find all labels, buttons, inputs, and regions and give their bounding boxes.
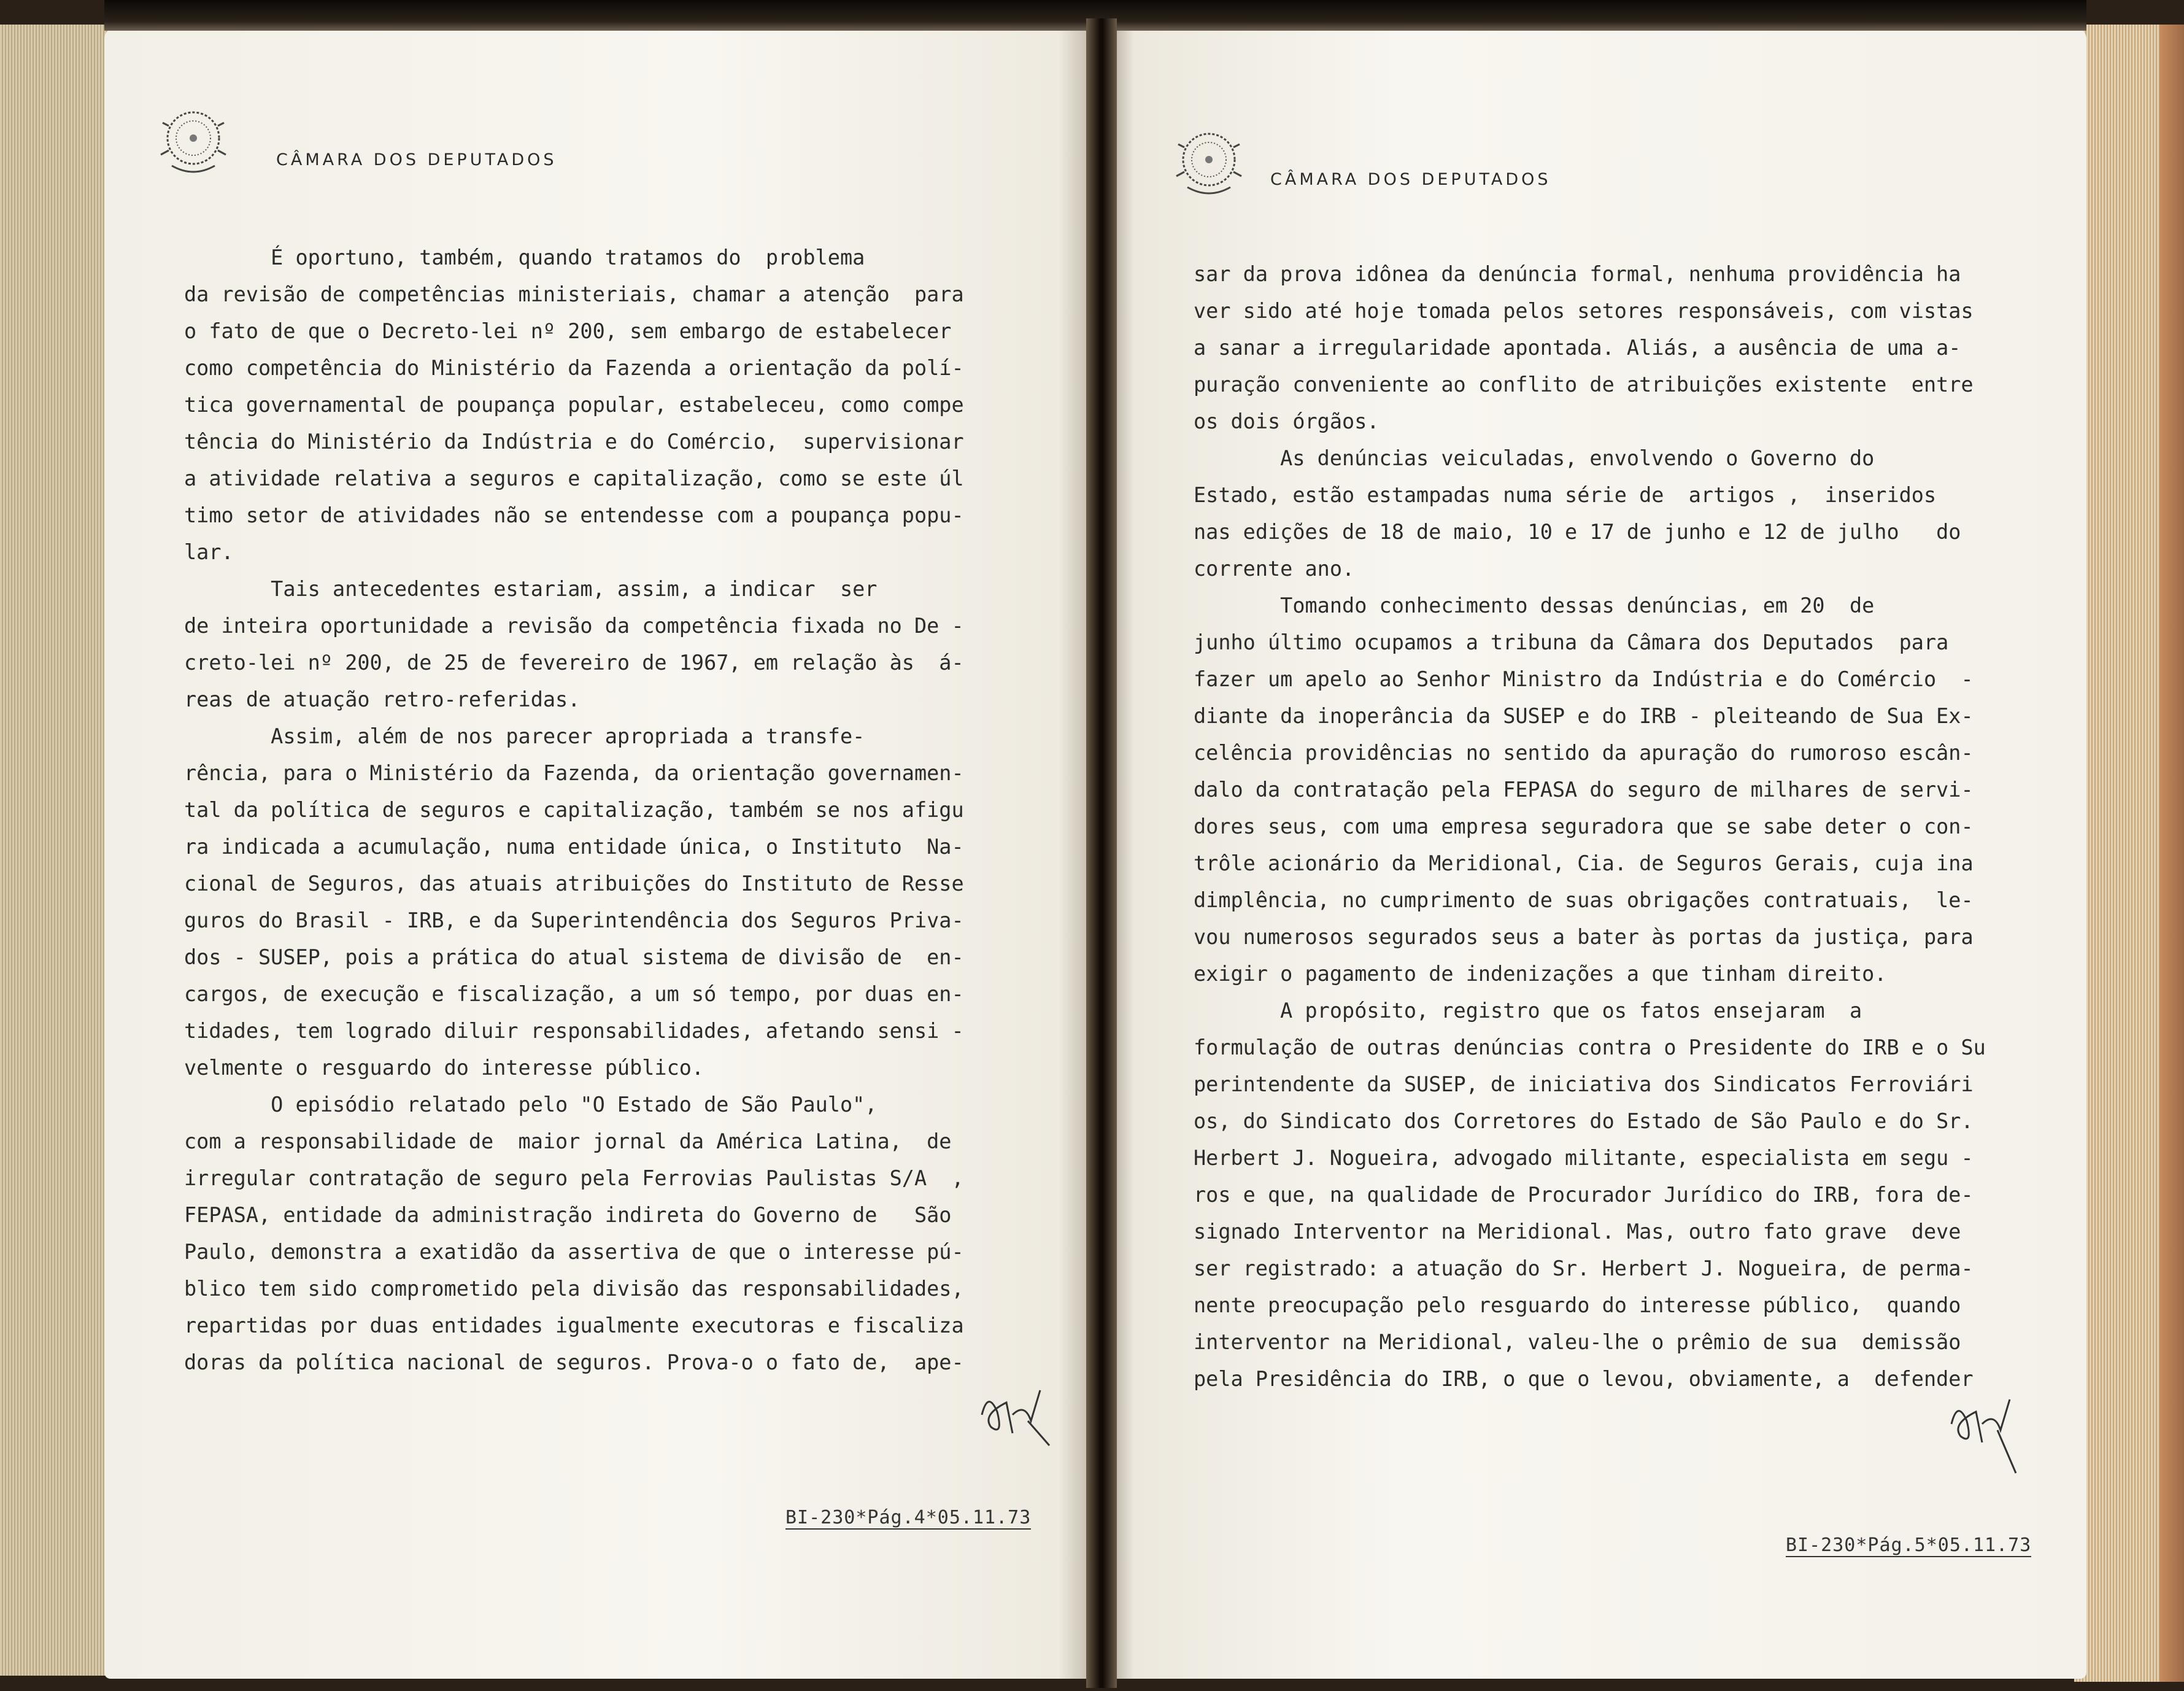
text-line: ver sido até hoje tomada pelos setores responsáveis, com vistas	[1194, 299, 1974, 323]
text-line: É oportuno, também, quando tratamos do problema	[184, 246, 865, 269]
text-line: dos - SUSEP, pois a prática do atual sistema de divisão de en-	[184, 945, 964, 969]
text-line: creto-lei nº 200, de 25 de fevereiro de 1967, em relação às á-	[184, 651, 964, 675]
text-line: blico tem sido comprometido pela divisão das responsabilidades,	[184, 1277, 964, 1301]
text-line: irregular contratação de seguro pela Ferrovias Paulistas S/A ,	[184, 1166, 964, 1190]
text-line: ser registrado: a atuação do Sr. Herbert J. Nogueira, de perma-	[1194, 1256, 1974, 1280]
text-line: como competência do Ministério da Fazenda a orientação da polí-	[184, 356, 964, 380]
text-line: cional de Seguros, das atuais atribuições do Instituto de Resse	[184, 872, 964, 896]
text-line: Tais antecedentes estariam, assim, a indicar ser	[184, 577, 878, 601]
text-line: tência do Ministério da Indústria e do Comércio, supervisionar	[184, 430, 964, 454]
text-line: As denúncias veiculadas, envolvendo o Governo do	[1194, 446, 1875, 470]
text-line: dimplência, no cumprimento de suas obrigações contratuais, le-	[1194, 888, 1974, 912]
page-footer-code: BI-230*Pág.4*05.11.73	[785, 1507, 1032, 1528]
chamber-header: CÂMARA DOS DEPUTADOS	[276, 150, 557, 169]
text-line: tidades, tem logrado diluir responsabilidades, afetando sensi -	[184, 1019, 964, 1043]
text-line: O episódio relatado pelo "O Estado de São Paulo",	[184, 1093, 878, 1116]
text-line: celência providências no sentido da apuração do rumoroso escân-	[1194, 741, 1974, 765]
text-line: Herbert J. Nogueira, advogado militante, especialista em segu -	[1194, 1146, 1974, 1170]
left-body-text	[184, 239, 964, 1381]
text-line: de inteira oportunidade a revisão da competência fixada no De -	[184, 614, 964, 638]
text-line: vou numerosos segurados seus a bater às portas da justiça, para	[1194, 925, 1974, 949]
handwritten-initials-icon	[970, 1378, 1055, 1458]
text-line: dores seus, com uma empresa seguradora que se sabe deter o con-	[1194, 815, 1974, 838]
text-line: tica governamental de poupança popular, estabeleceu, como compe	[184, 393, 964, 417]
right-page-edges	[2074, 25, 2184, 1682]
text-line: Paulo, demonstra a exatidão da assertiva de que o interesse pú-	[184, 1240, 964, 1264]
text-line: pela Presidência do IRB, o que o levou, obviamente, a defender	[1194, 1367, 1974, 1391]
text-line: corrente ano.	[1194, 557, 1355, 581]
text-line: ros e que, na qualidade de Procurador Jurídico do IRB, fora de-	[1194, 1183, 1974, 1207]
text-line: formulação de outras denúncias contra o Presidente do IRB e o Su	[1194, 1035, 1986, 1059]
text-line: Assim, além de nos parecer apropriada a transfe-	[184, 724, 865, 748]
text-line: a atividade relativa a seguros e capitalização, como se este úl	[184, 466, 964, 490]
coat-of-arms-seal-icon	[153, 98, 233, 184]
text-line: fazer um apelo ao Senhor Ministro da Indústria e do Comércio -	[1194, 667, 1974, 691]
text-line: Tomando conhecimento dessas denúncias, em 20 de	[1194, 594, 1875, 617]
text-line: guros do Brasil - IRB, e da Superintendência dos Seguros Priva-	[184, 908, 964, 932]
text-line: o fato de que o Decreto-lei nº 200, sem embargo de estabelecer	[184, 319, 952, 343]
text-line: com a responsabilidade de maior jornal da América Latina, de	[184, 1129, 952, 1153]
text-line: trôle acionário da Meridional, Cia. de Seguros Gerais, cuja ina	[1194, 851, 1974, 875]
text-line: cargos, de execução e fiscalização, a um só tempo, por duas en-	[184, 982, 964, 1006]
text-line: nente preocupação pelo resguardo do interesse público, quando	[1194, 1293, 1961, 1317]
book-gutter	[1086, 18, 1117, 1688]
text-line: A propósito, registro que os fatos ensejaram a	[1194, 999, 1862, 1023]
text-line: reas de atuação retro-referidas.	[184, 687, 581, 711]
text-line: a sanar a irregularidade apontada. Aliás, a ausência de uma a-	[1194, 336, 1961, 360]
left-page-edges	[0, 25, 110, 1676]
text-line: diante da inoperância da SUSEP e do IRB - pleiteando de Sua Ex-	[1194, 704, 1974, 728]
text-line: dalo da contratação pela FEPASA do seguro de milhares de servi-	[1194, 778, 1974, 802]
left-page	[104, 28, 1098, 1679]
text-line: puração conveniente ao conflito de atribuições existente entre	[1194, 373, 1974, 397]
text-line: da revisão de competências ministeriais, chamar a atenção para	[184, 282, 964, 306]
page-footer-code: BI-230*Pág.5*05.11.73	[1786, 1534, 2032, 1556]
text-line: rência, para o Ministério da Fazenda, da orientação governamen-	[184, 761, 964, 785]
text-line: lar.	[184, 540, 234, 564]
text-line: signado Interventor na Meridional. Mas, outro fato grave deve	[1194, 1220, 1961, 1244]
text-line: nas edições de 18 de maio, 10 e 17 de junho e 12 de julho do	[1194, 520, 1961, 544]
text-line: perintendente da SUSEP, de iniciativa dos Sindicatos Ferroviári	[1194, 1072, 1974, 1096]
text-line: Estado, estão estampadas numa série de artigos , inseridos	[1194, 483, 1937, 507]
text-line: tal da política de seguros e capitalização, também se nos afigu	[184, 798, 964, 822]
text-line: velmente o resguardo do interesse público.	[184, 1056, 704, 1080]
text-line: sar da prova idônea da denúncia formal, nenhuma providência ha	[1194, 262, 1961, 286]
text-line: os dois órgãos.	[1194, 409, 1379, 433]
right-body-text	[1194, 256, 1986, 1398]
text-line: FEPASA, entidade da administração indireta do Governo de São	[184, 1203, 952, 1227]
handwritten-initials-icon	[1939, 1387, 2025, 1479]
text-line: doras da política nacional de seguros. Prova-o o fato de, ape-	[184, 1350, 964, 1374]
text-line: interventor na Meridional, valeu-lhe o prêmio de sua demissão	[1194, 1330, 1961, 1354]
text-line: ra indicada a acumulação, numa entidade única, o Instituto Na-	[184, 835, 964, 859]
text-line: junho último ocupamos a tribuna da Câmara dos Deputados para	[1194, 630, 1949, 654]
chamber-header: CÂMARA DOS DEPUTADOS	[1270, 170, 1551, 189]
text-line: repartidas por duas entidades igualmente executoras e fiscaliza	[184, 1314, 964, 1337]
coat-of-arms-seal-icon	[1169, 120, 1249, 206]
text-line: exigir o pagamento de indenizações a que tinham direito.	[1194, 962, 1887, 986]
text-line: timo setor de atividades não se entendesse com a poupança popu-	[184, 503, 964, 527]
text-line: os, do Sindicato dos Corretores do Estado de São Paulo e do Sr.	[1194, 1109, 1974, 1133]
right-page	[1105, 28, 2086, 1679]
